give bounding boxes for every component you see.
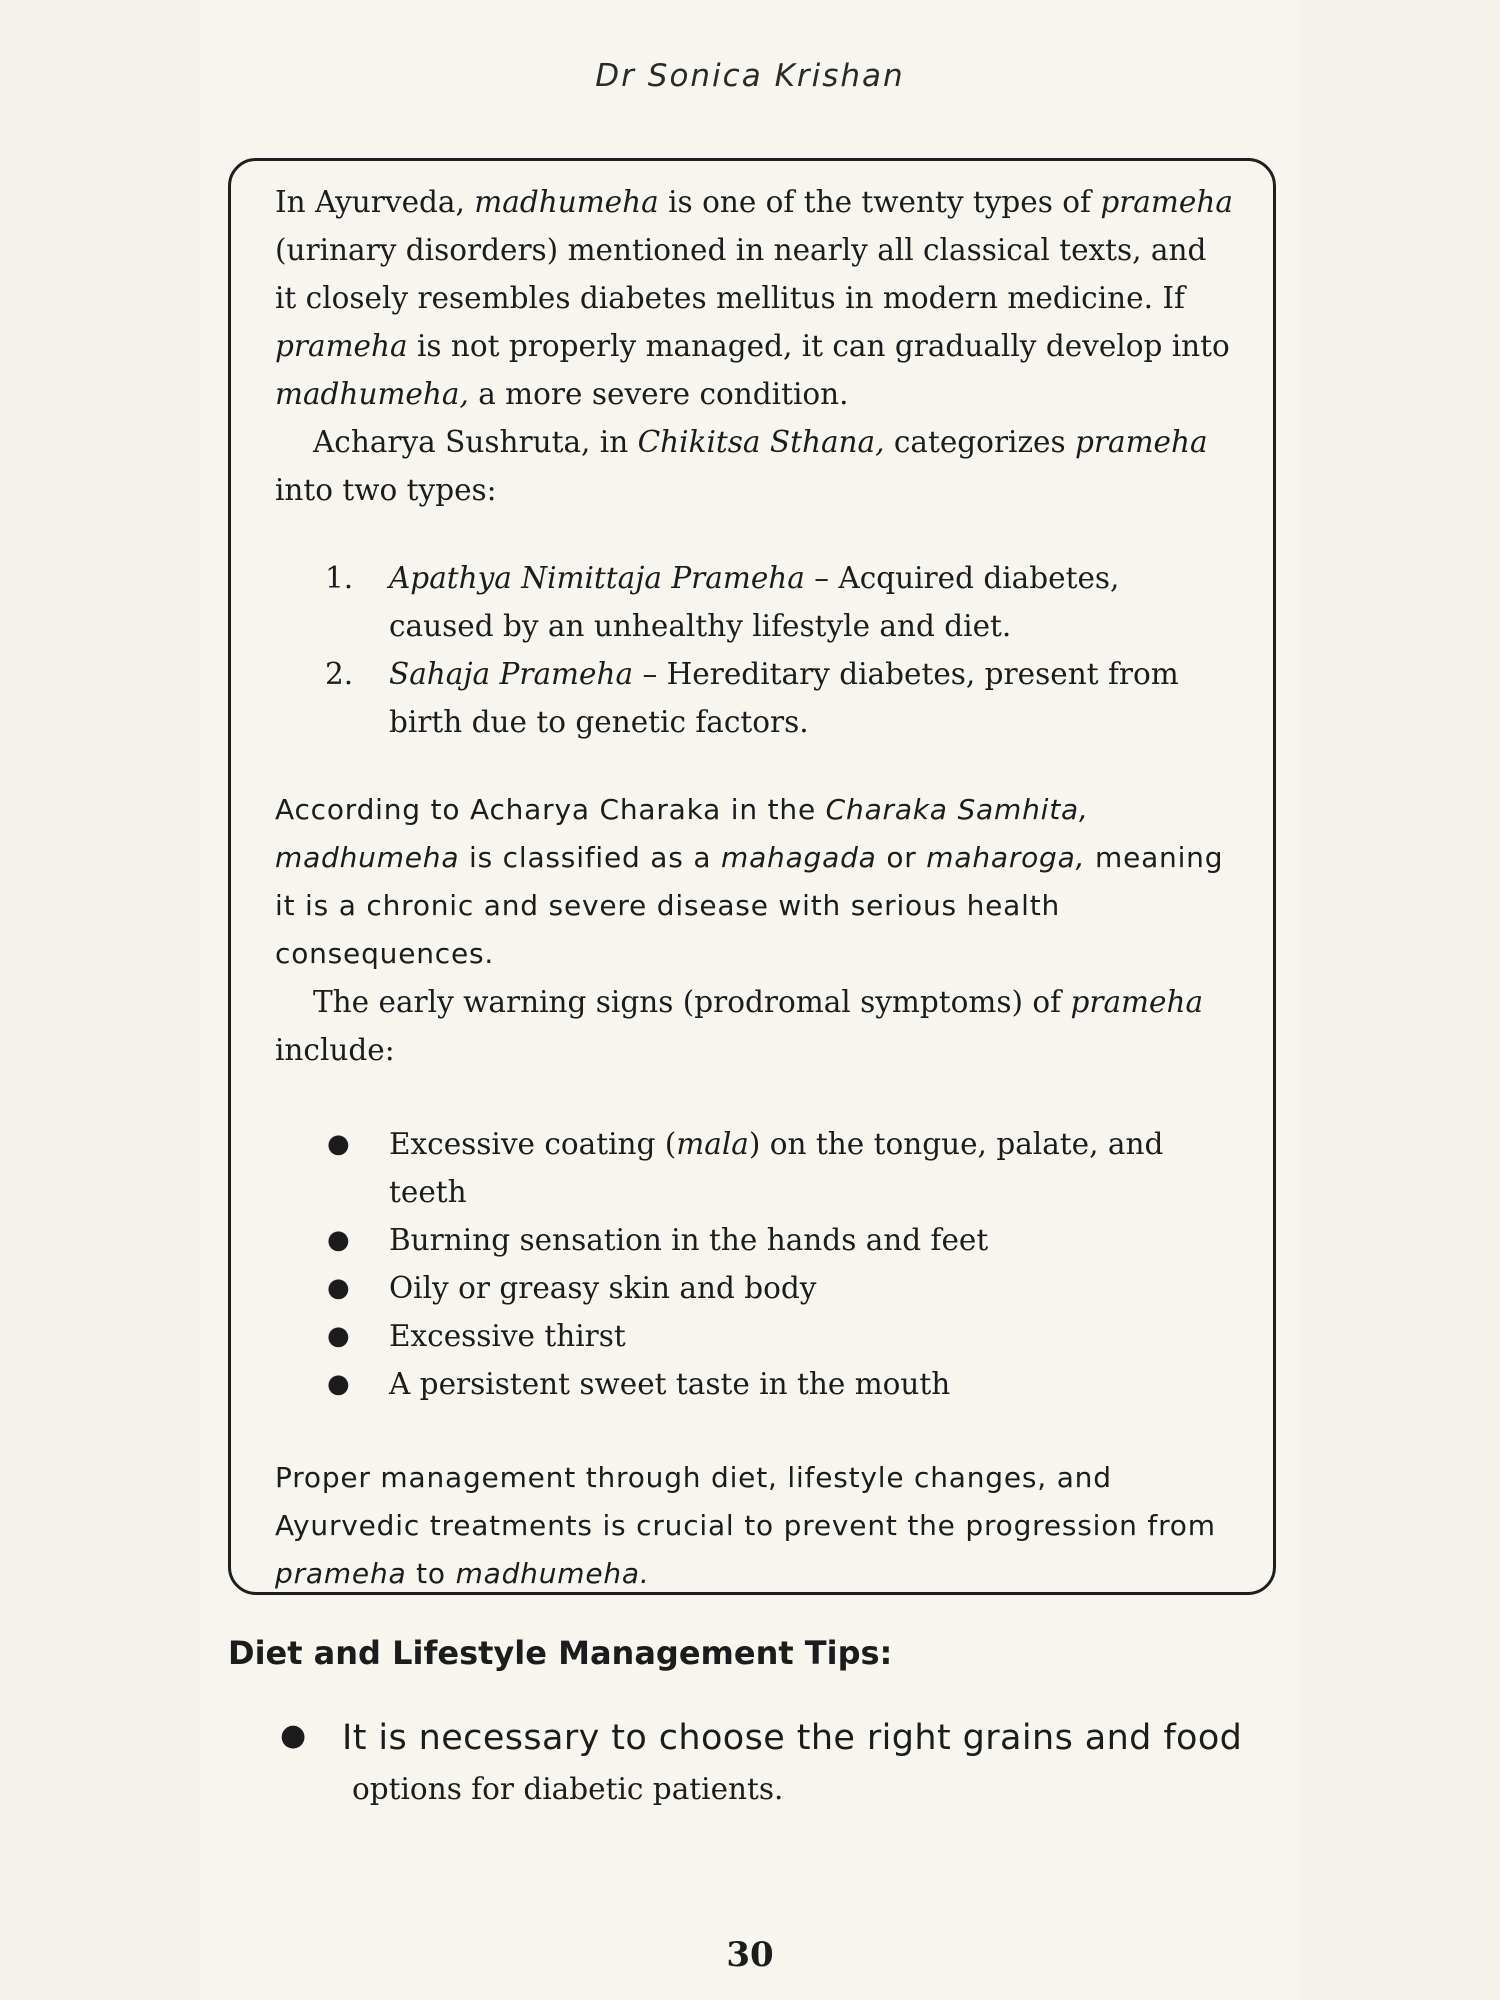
list-item: ● Excessive coating (mala) on the tongue, palate, and teeth	[275, 1120, 1233, 1216]
tip-text: It is necessary to choose the right grains and food	[342, 1718, 1243, 1758]
section-heading: Diet and Lifestyle Management Tips:	[228, 1634, 893, 1672]
types-list	[275, 554, 1233, 746]
tip-text-continued: options for diabetic patients.	[352, 1772, 784, 1806]
bullet-icon: ●	[327, 1369, 350, 1399]
bullet-icon: ●	[327, 1273, 350, 1303]
page-number: 30	[726, 1935, 774, 1975]
signs-intro-paragraph: The early warning signs (prodromal symptoms) of prameha include:	[275, 985, 1204, 1067]
bullet-icon: ●	[327, 1129, 350, 1159]
bullet-icon: ●	[327, 1321, 350, 1351]
charaka-paragraph: According to Acharya Charaka in the Charaka Samhita, madhumeha is classified as a mahagada or maharoga, meaning it is a chronic and severe disease with serious health consequences.	[275, 793, 1224, 970]
bullet-icon: ●	[327, 1225, 350, 1255]
signs-list	[275, 1120, 1233, 1408]
list-item: ● Oily or greasy skin and body	[275, 1264, 1233, 1312]
list-item: 2. Sahaja Prameha – Hereditary diabetes, present from birth due to genetic factors.	[325, 657, 1179, 739]
list-item: ● A persistent sweet taste in the mouth	[275, 1360, 1233, 1408]
box-content	[275, 178, 1233, 1598]
list-item: ● Burning sensation in the hands and feet	[275, 1216, 1233, 1264]
tip-item	[280, 1712, 1290, 1814]
bullet-icon: ●	[280, 1718, 307, 1753]
intro-paragraph: In Ayurveda, madhumeha is one of the twenty types of prameha (urinary disorders) mentioned in nearly all classical texts, and it closely resembles diabetes mellitus in modern medicine. If prameha is not properly managed, it can gradually develop into madhumeha, a more severe condition.	[275, 185, 1233, 411]
sushruta-paragraph: Acharya Sushruta, in Chikitsa Sthana, categorizes prameha into two types:	[275, 425, 1208, 507]
management-paragraph: Proper management through diet, lifestyle changes, and Ayurvedic treatments is crucial to prevent the progression from prameha to madhumeha.	[275, 1461, 1216, 1590]
list-item: ● Excessive thirst	[275, 1312, 1233, 1360]
running-head: Dr Sonica Krishan	[595, 58, 905, 94]
list-item: 1. Apathya Nimittaja Prameha – Acquired diabetes, caused by an unhealthy lifestyle and diet.	[325, 561, 1120, 643]
